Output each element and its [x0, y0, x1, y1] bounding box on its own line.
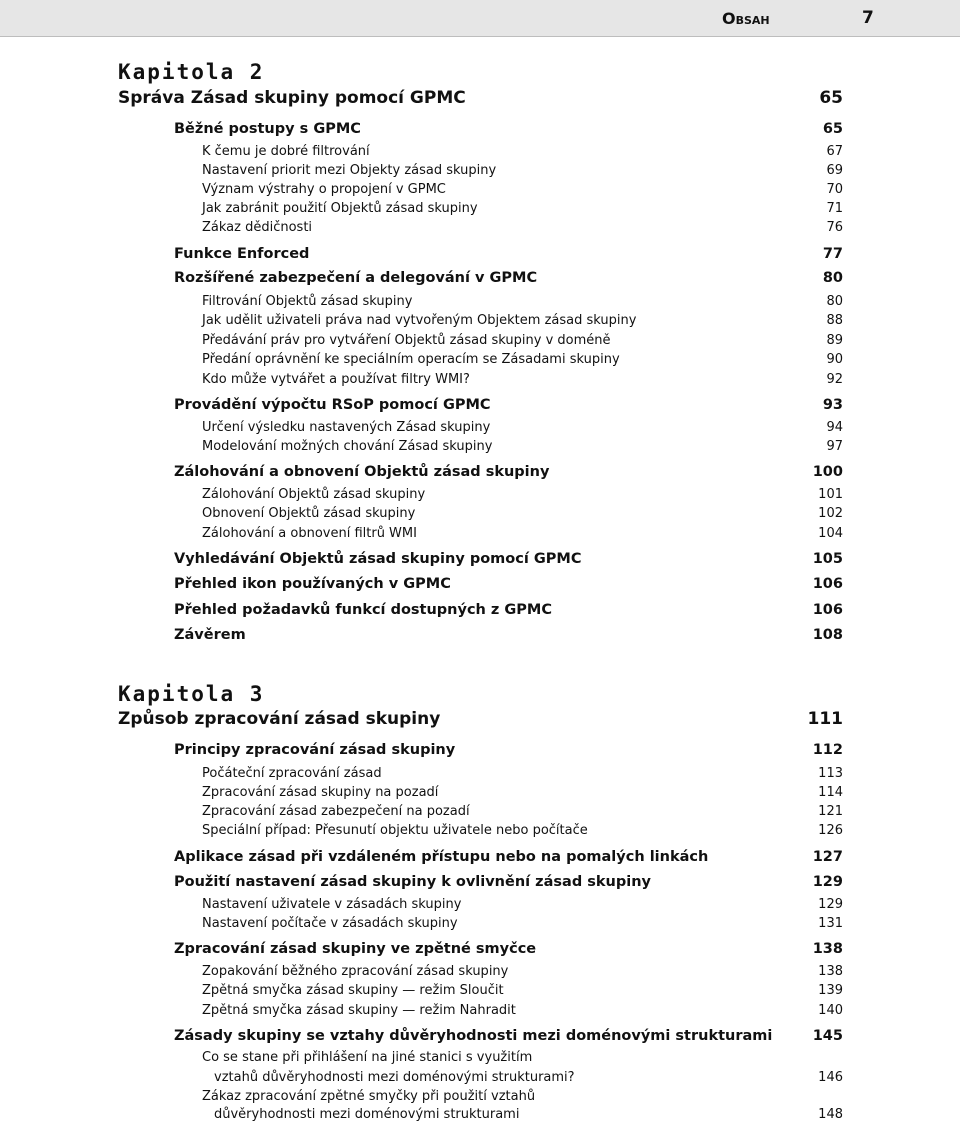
- toc-entry[interactable]: [202, 964, 843, 981]
- toc-entry-title: Přehled požadavků funkcí dostupných z GPMC: [174, 602, 553, 618]
- toc-entry-title: Aplikace zásad při vzdáleném přístupu nebo na pomalých linkách: [174, 849, 709, 865]
- toc-entry-title: Zákaz dědičnosti: [202, 220, 313, 235]
- toc-entry[interactable]: [202, 916, 843, 933]
- toc-entry-title: Jak udělit uživateli práva nad vytvořeným Objektem zásad skupiny: [202, 313, 637, 328]
- toc-entry-title: Určení výsledku nastavených Zásad skupiny: [202, 420, 491, 435]
- toc-entry[interactable]: [174, 464, 843, 483]
- toc-entry-page: 145: [812, 1028, 843, 1044]
- toc-entry-title: Modelování možných chování Zásad skupiny: [202, 439, 493, 454]
- toc-entry-page: 129: [812, 874, 843, 890]
- toc-entry[interactable]: [174, 602, 843, 621]
- toc-entry[interactable]: [174, 627, 843, 646]
- toc-entry-title: Použití nastavení zásad skupiny k ovlivnění zásad skupiny: [174, 874, 651, 890]
- toc-entry-page: 69: [826, 163, 843, 178]
- toc-entry-title: Provádění výpočtu RSoP pomocí GPMC: [174, 397, 491, 413]
- toc-entry-title: Zpracování zásad zabezpečení na pozadí: [202, 804, 470, 819]
- toc-entry-title: Co se stane při přihlášení na jiné stanici s využitím: [202, 1050, 533, 1065]
- chapter-page: 65: [819, 88, 843, 108]
- toc-entry-title: Nastavení uživatele v zásadách skupiny: [202, 897, 462, 912]
- toc-entry-page: 140: [818, 1003, 843, 1018]
- toc-entry[interactable]: [202, 313, 843, 330]
- toc-entry-page: 80: [822, 270, 843, 286]
- toc-entry-title: Nastavení počítače v zásadách skupiny: [202, 916, 458, 931]
- toc-entry[interactable]: [202, 897, 843, 914]
- toc-entry[interactable]: [202, 220, 843, 237]
- toc-entry-page: 108: [812, 627, 843, 643]
- toc-entry-page: 148: [818, 1107, 843, 1122]
- toc-entry-page: 138: [818, 964, 843, 979]
- toc-entry-title: Závěrem: [174, 627, 246, 643]
- toc-entry-page: 71: [826, 201, 843, 216]
- toc-entry-page: 93: [822, 397, 843, 413]
- toc-entry-title: Vyhledávání Objektů zásad skupiny pomocí GPMC: [174, 551, 582, 567]
- toc-entry-title: Zákaz zpracování zpětné smyčky při použití vztahů: [202, 1089, 536, 1104]
- chapter-2-heading[interactable]: [118, 88, 843, 110]
- toc-entry[interactable]: [174, 270, 843, 289]
- chapter-3-label: Kapitola 3: [118, 682, 265, 706]
- toc-entry-page: 80: [826, 294, 843, 309]
- toc-entry[interactable]: [174, 1028, 843, 1047]
- running-header-title: Obsah: [722, 9, 770, 28]
- toc-entry-title: Zásady skupiny se vztahy důvěryhodnosti mezi doménovými strukturami: [174, 1028, 773, 1044]
- toc-entry-page: 105: [812, 551, 843, 567]
- toc-entry-page: 77: [822, 246, 843, 262]
- toc-entry[interactable]: [202, 804, 843, 821]
- toc-entry-title: Zopakování běžného zpracování zásad skupiny: [202, 964, 509, 979]
- toc-entry[interactable]: [202, 766, 843, 783]
- toc-entry-title: Předání oprávnění ke speciálním operacím se Zásadami skupiny: [202, 352, 620, 367]
- toc-entry[interactable]: [202, 823, 843, 840]
- toc-entry-page: 104: [818, 526, 843, 541]
- toc-entry-page: 90: [826, 352, 843, 367]
- toc-entry[interactable]: [202, 526, 843, 543]
- toc-entry[interactable]: [174, 397, 843, 416]
- toc-entry-page: 146: [818, 1070, 843, 1085]
- toc-entry[interactable]: [174, 121, 843, 140]
- toc-entry-page: 131: [818, 916, 843, 931]
- toc-entry-title: Zálohování a obnovení Objektů zásad skupiny: [174, 464, 550, 480]
- toc-entry[interactable]: [202, 182, 843, 199]
- toc-entry-continuation[interactable]: [214, 1070, 843, 1087]
- toc-entry-page: 65: [822, 121, 843, 137]
- toc-entry[interactable]: [174, 941, 843, 960]
- toc-entry[interactable]: [202, 983, 843, 1000]
- toc-entry-title: Význam výstrahy o propojení v GPMC: [202, 182, 446, 197]
- toc-entry[interactable]: [202, 1003, 843, 1020]
- toc-entry-page: 88: [826, 313, 843, 328]
- toc-entry-page: 106: [812, 602, 843, 618]
- toc-entry[interactable]: [202, 201, 843, 218]
- toc-entry-title: Počáteční zpracování zásad: [202, 766, 382, 781]
- toc-entry-page: 102: [818, 506, 843, 521]
- toc-entry-page: 139: [818, 983, 843, 998]
- toc-entry-title: Zpracování zásad skupiny ve zpětné smyčce: [174, 941, 537, 957]
- running-header: [0, 0, 960, 37]
- toc-entry[interactable]: [174, 849, 843, 868]
- toc-entry-title: Speciální případ: Přesunutí objektu uživatele nebo počítače: [202, 823, 588, 838]
- toc-entry[interactable]: [202, 1050, 843, 1067]
- toc-entry-page: 67: [826, 144, 843, 159]
- toc-entry-continuation[interactable]: [214, 1107, 843, 1124]
- toc-entry-title: Jak zabránit použití Objektů zásad skupiny: [202, 201, 478, 216]
- toc-entry-title: Rozšířené zabezpečení a delegování v GPMC: [174, 270, 538, 286]
- toc-entry[interactable]: [202, 1089, 843, 1106]
- chapter-page: 111: [807, 709, 843, 729]
- toc-entry[interactable]: [202, 294, 843, 311]
- toc-entry-title: Obnovení Objektů zásad skupiny: [202, 506, 416, 521]
- toc-entry-page: 129: [818, 897, 843, 912]
- toc-entry-page: 76: [826, 220, 843, 235]
- toc-entry-title-cont: vztahů důvěryhodnosti mezi doménovými strukturami?: [214, 1070, 575, 1085]
- toc-entry-page: 126: [818, 823, 843, 838]
- toc-entry-title: Principy zpracování zásad skupiny: [174, 742, 456, 758]
- toc-entry-title: Kdo může vytvářet a používat filtry WMI?: [202, 372, 470, 387]
- toc-entry-page: 114: [818, 785, 843, 800]
- toc-entry-page: 121: [818, 804, 843, 819]
- chapter-2-label: Kapitola 2: [118, 60, 265, 84]
- toc-entry[interactable]: [202, 163, 843, 180]
- toc-entry[interactable]: [202, 487, 843, 504]
- toc-entry-page: 138: [812, 941, 843, 957]
- toc-entry-page: 97: [826, 439, 843, 454]
- toc-entry-title-cont: důvěryhodnosti mezi doménovými strukturami: [214, 1107, 520, 1122]
- toc-entry-title: Předávání práv pro vytváření Objektů zásad skupiny v doméně: [202, 333, 611, 348]
- toc-entry[interactable]: [202, 420, 843, 437]
- toc-entry[interactable]: [202, 439, 843, 456]
- chapter-title: Způsob zpracování zásad skupiny: [118, 709, 441, 729]
- toc-entry-title: Zálohování a obnovení filtrů WMI: [202, 526, 417, 541]
- toc-entry-page: 113: [818, 766, 843, 781]
- page-number: 7: [862, 8, 874, 28]
- toc-entry-title: Zpětná smyčka zásad skupiny — režim Nahradit: [202, 1003, 516, 1018]
- toc-entry-page: 70: [826, 182, 843, 197]
- toc-entry-title: Nastavení priorit mezi Objekty zásad skupiny: [202, 163, 497, 178]
- toc-entry[interactable]: [174, 246, 843, 265]
- toc-entry-page: 92: [826, 372, 843, 387]
- toc-entry-title: Filtrování Objektů zásad skupiny: [202, 294, 413, 309]
- toc-entry[interactable]: [174, 742, 843, 761]
- toc-entry[interactable]: [202, 144, 843, 161]
- toc-entry-page: 106: [812, 576, 843, 592]
- toc-entry[interactable]: [174, 551, 843, 570]
- toc-entry-title: Zpracování zásad skupiny na pozadí: [202, 785, 439, 800]
- toc-entry[interactable]: [174, 576, 843, 595]
- toc-entry-page: 89: [826, 333, 843, 348]
- toc-entry[interactable]: [174, 874, 843, 893]
- toc-entry-page: 112: [812, 742, 843, 758]
- toc-entry-title: K čemu je dobré filtrování: [202, 144, 370, 159]
- toc-entry-page: 94: [826, 420, 843, 435]
- toc-entry[interactable]: [202, 372, 843, 389]
- toc-entry-title: Běžné postupy s GPMC: [174, 121, 361, 137]
- toc-entry[interactable]: [202, 333, 843, 350]
- chapter-title: Správa Zásad skupiny pomocí GPMC: [118, 88, 466, 108]
- chapter-3-heading[interactable]: [118, 709, 843, 731]
- toc-entry-page: 100: [812, 464, 843, 480]
- toc-entry-title: Funkce Enforced: [174, 246, 310, 262]
- toc-entry[interactable]: [202, 506, 843, 523]
- toc-entry-page: 101: [818, 487, 843, 502]
- toc-entry-title: Zálohování Objektů zásad skupiny: [202, 487, 426, 502]
- toc-entry-title: Přehled ikon používaných v GPMC: [174, 576, 451, 592]
- toc-entry-page: 127: [812, 849, 843, 865]
- toc-entry-title: Zpětná smyčka zásad skupiny — režim Sloučit: [202, 983, 504, 998]
- toc-entry[interactable]: [202, 785, 843, 802]
- toc-entry[interactable]: [202, 352, 843, 369]
